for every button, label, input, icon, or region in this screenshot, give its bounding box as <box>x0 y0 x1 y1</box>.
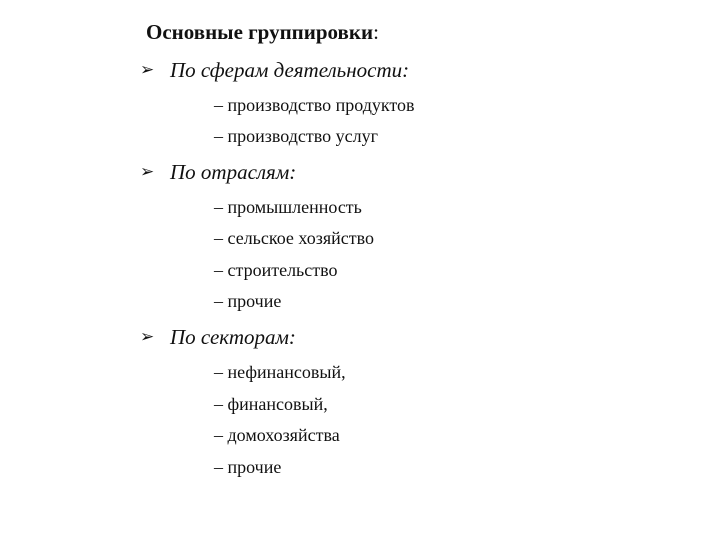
section-heading-industries <box>140 158 296 188</box>
section-heading-spheres <box>140 56 409 86</box>
list-item: – домохозяйства <box>214 425 340 445</box>
list-item: – прочие <box>214 457 282 477</box>
title-text: Основные группировки <box>146 20 374 44</box>
list-item: – производство услуг <box>214 126 378 146</box>
section-heading-text: По секторам: <box>170 325 296 349</box>
list-item: – сельское хозяйство <box>214 228 374 248</box>
page-title <box>146 18 379 46</box>
title-colon: : <box>373 20 379 44</box>
arrow-bullet-icon: ➢ <box>140 327 155 346</box>
list-item: – промышленность <box>214 197 362 217</box>
arrow-bullet-icon: ➢ <box>140 60 155 79</box>
arrow-bullet-icon: ➢ <box>140 162 155 181</box>
list-item: – прочие <box>214 291 282 311</box>
section-heading-text: По сферам деятельности: <box>170 58 410 82</box>
section-heading-text: По отраслям: <box>170 160 297 184</box>
list-item: – финансовый, <box>214 394 328 414</box>
list-item: – производство продуктов <box>214 95 415 115</box>
list-item: – строительство <box>214 260 338 280</box>
list-item: – нефинансовый, <box>214 362 346 382</box>
section-heading-sectors <box>140 323 296 353</box>
